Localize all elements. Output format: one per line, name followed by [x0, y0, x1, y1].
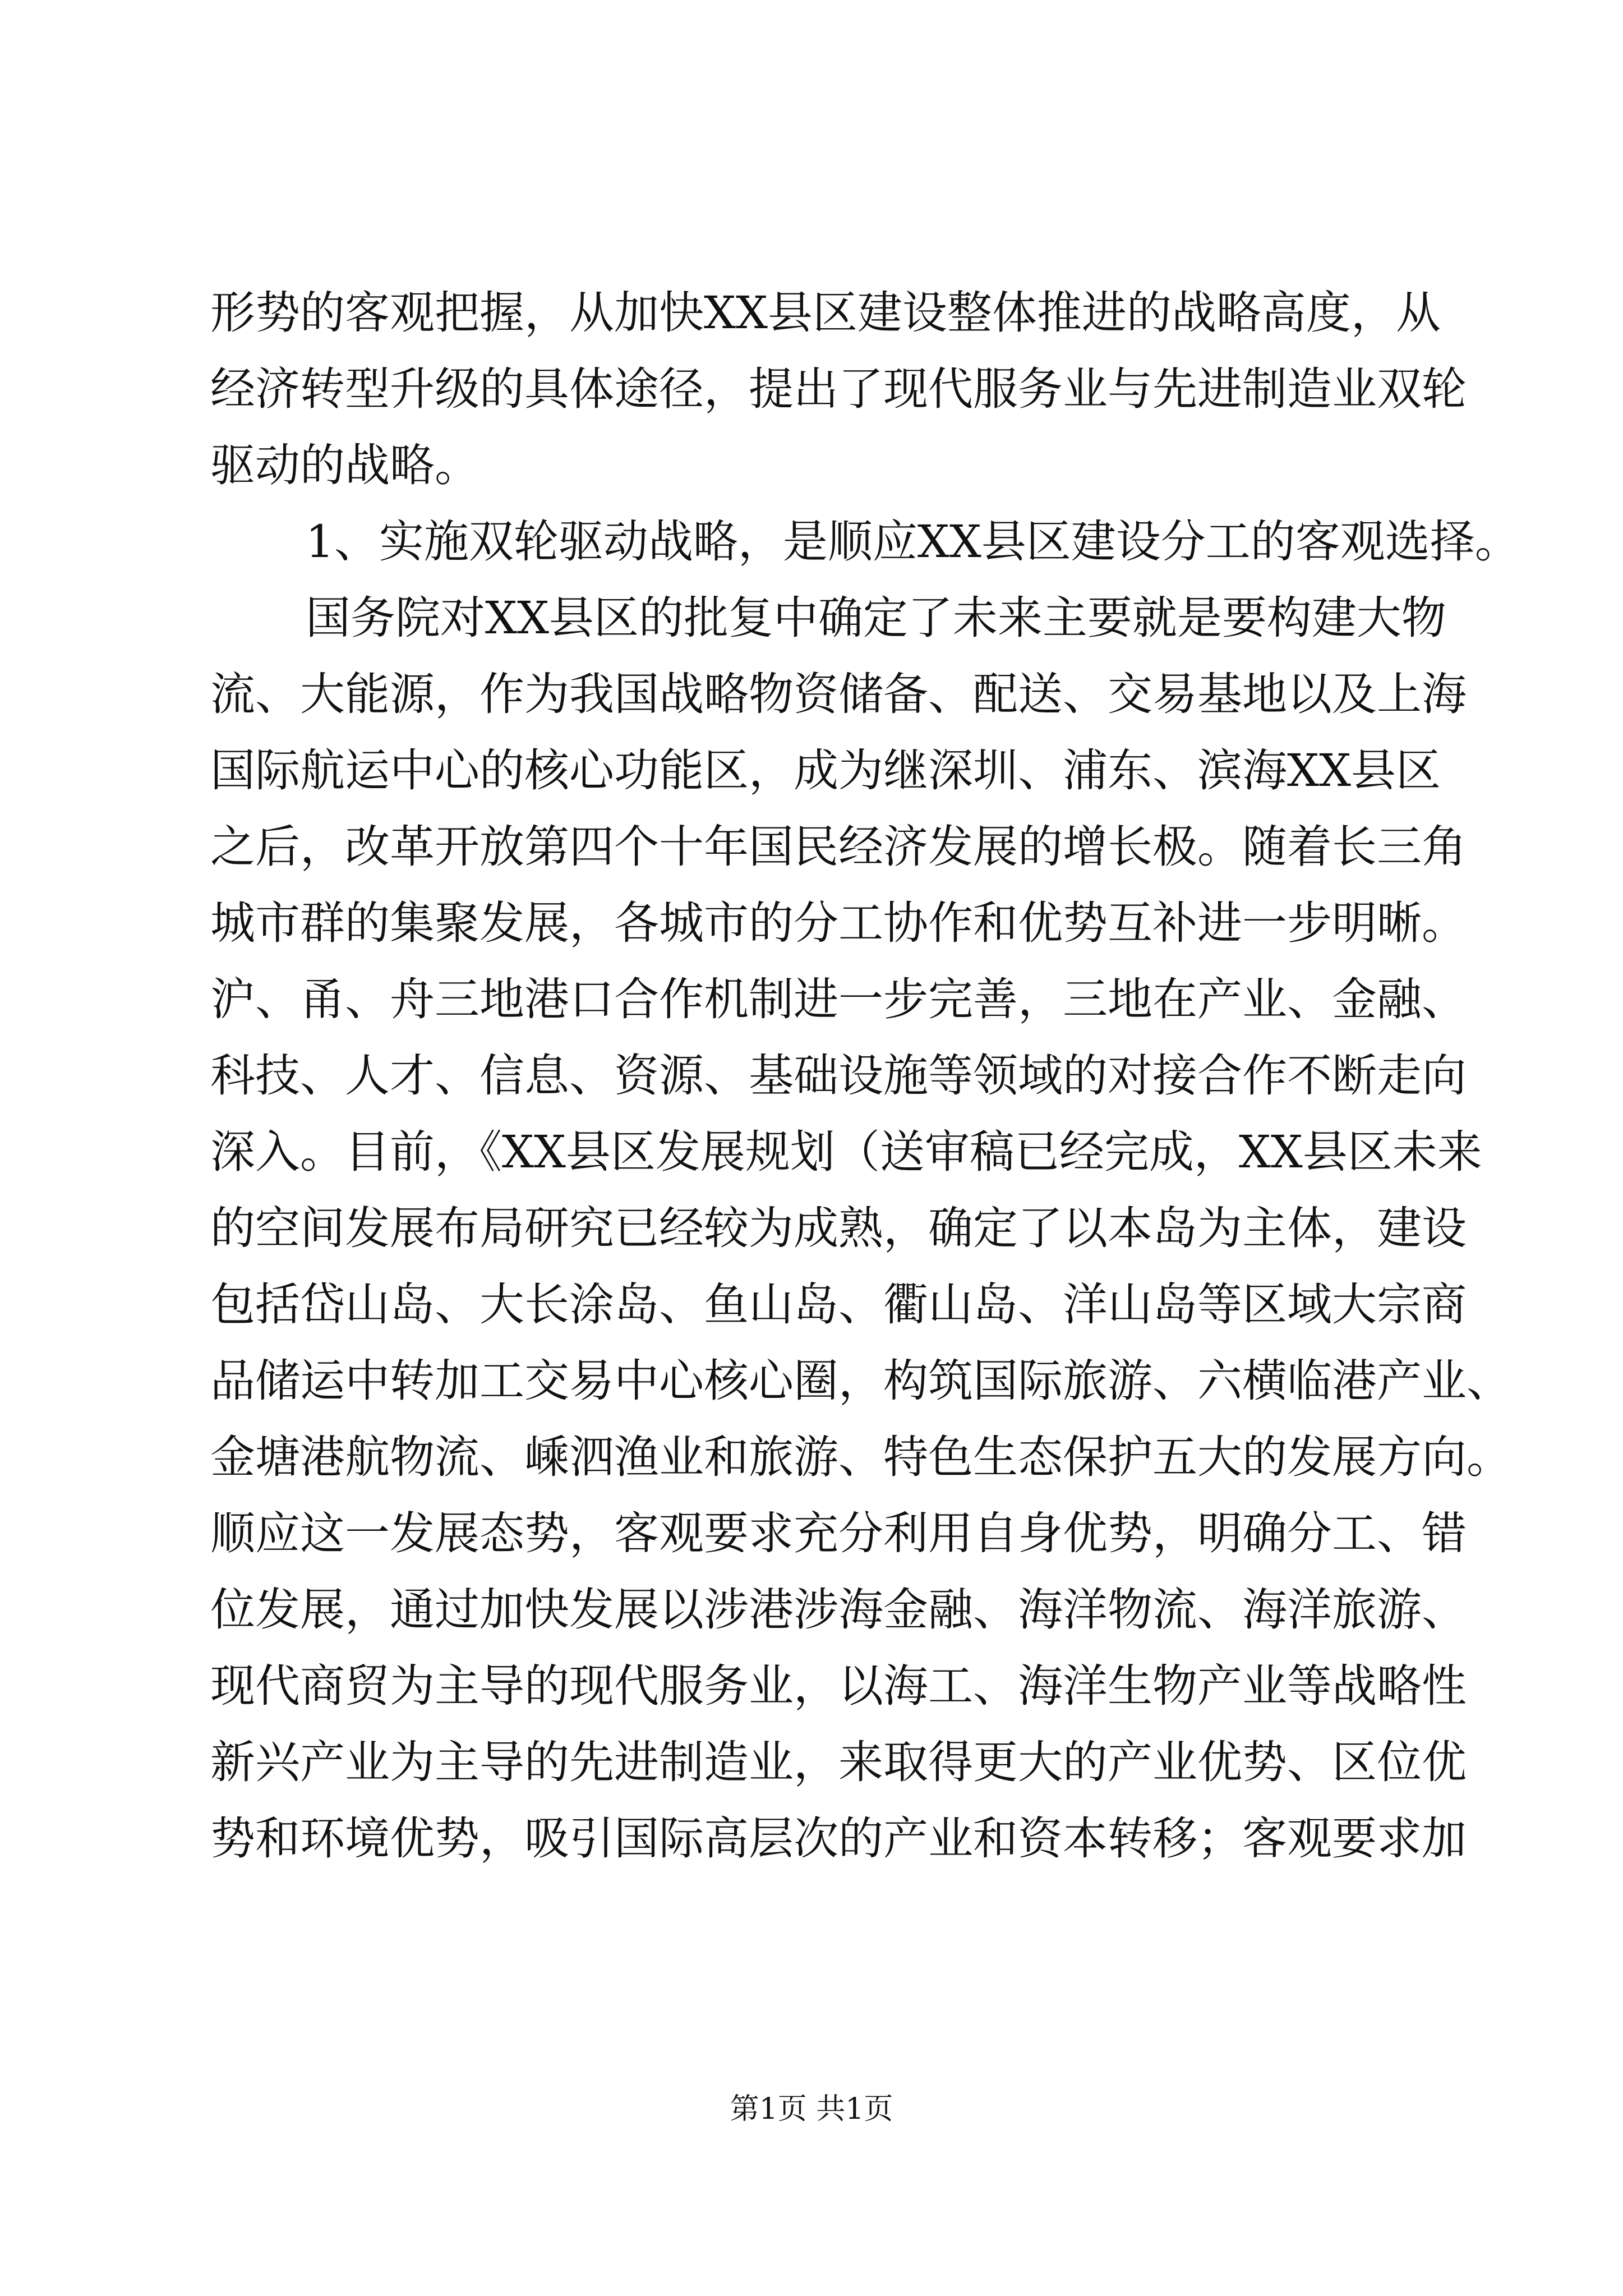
text-line: 国际航运中心的核心功能区，成为继深圳、浦东、滨海XX县区 — [210, 744, 1441, 797]
text-line: 金塘港航物流、嵊泗渔业和旅游、特色生态保护五大的发展方向。 — [210, 1431, 1511, 1483]
page-number: 第1页 共1页 — [730, 2092, 893, 2126]
text-line: 流、大能源，作为我国战略物资储备、配送、交易基地以及上海 — [210, 668, 1467, 720]
text-line: 包括岱山岛、大长涂岛、鱼山岛、衢山岛、洋山岛等区域大宗商 — [210, 1278, 1467, 1331]
text-line: 的空间发展布局研究已经较为成熟，确定了以本岛为主体，建设 — [210, 1202, 1467, 1254]
text-line: 沪、甬、舟三地港口合作机制进一步完善，三地在产业、金融、 — [210, 973, 1467, 1025]
text-line: 城市群的集聚发展，各城市的分工协作和优势互补进一步明晰。 — [210, 897, 1467, 949]
text-line: 位发展，通过加快发展以涉港涉海金融、海洋物流、海洋旅游、 — [210, 1584, 1467, 1636]
section-heading: 1、实施双轮驱动战略，是顺应XX县区建设分工的客观选择。 — [306, 516, 1520, 568]
text-line: 深入。目前，《XX县区发展规划（送审稿已经完成，XX县区未来 — [210, 1126, 1482, 1178]
body-text — [210, 275, 1520, 1877]
text-line: 之后，改革开放第四个十年国民经济发展的增长极。随着长三角 — [210, 821, 1467, 873]
text-line: 现代商贸为主导的现代服务业，以海工、海洋生物产业等战略性 — [210, 1660, 1467, 1712]
text-line: 驱动的战略。 — [210, 439, 479, 491]
text-line: 品储运中转加工交易中心核心圈，构筑国际旅游、六横临港产业、 — [210, 1355, 1511, 1407]
text-line: 势和环境优势，吸引国际高层次的产业和资本转移；客观要求加 — [210, 1812, 1467, 1865]
text-line: 经济转型升级的具体途径，提出了现代服务业与先进制造业双轮 — [210, 363, 1467, 415]
text-line: 新兴产业为主导的先进制造业，来取得更大的产业优势、区位优 — [210, 1736, 1467, 1788]
text-line: 形势的客观把握，从加快XX县区建设整体推进的战略高度，从 — [210, 287, 1441, 339]
text-line: 科技、人才、信息、资源、基础设施等领域的对接合作不断走向 — [210, 1050, 1467, 1102]
text-line: 顺应这一发展态势，客观要求充分利用自身优势，明确分工、错 — [210, 1507, 1467, 1559]
page-footer — [0, 2090, 1623, 2129]
text-line: 国务院对XX县区的批复中确定了未来主要就是要构建大物 — [306, 592, 1446, 644]
